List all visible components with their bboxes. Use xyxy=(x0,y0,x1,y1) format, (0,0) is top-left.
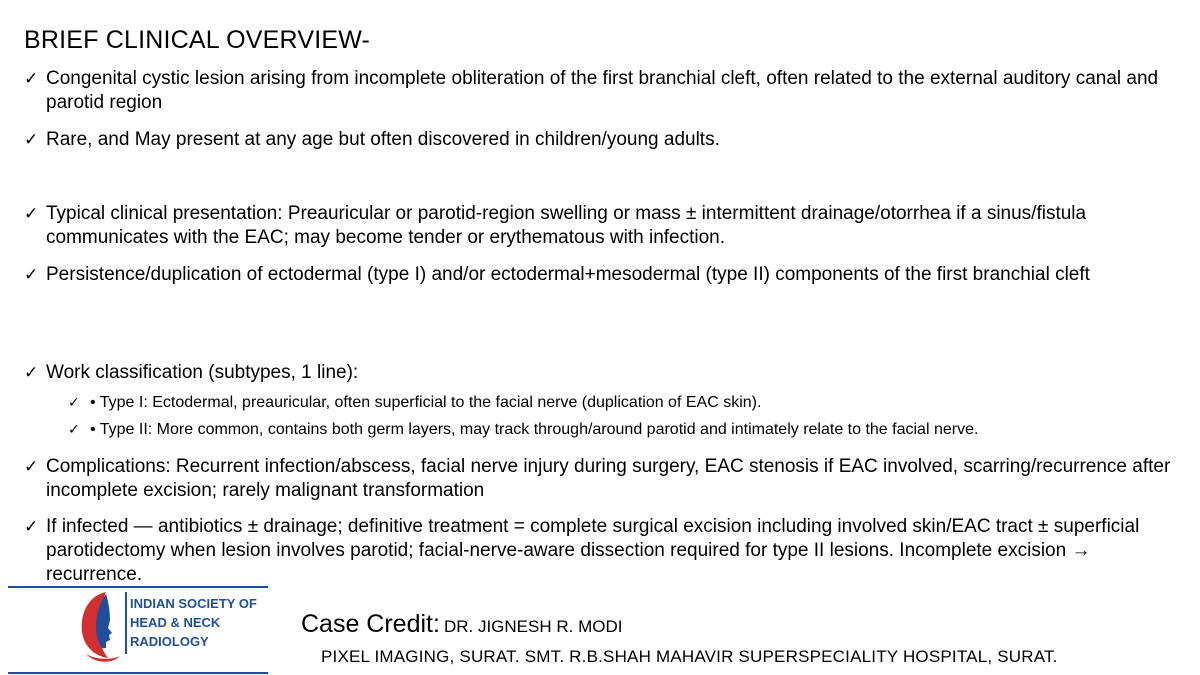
bullet-item xyxy=(24,67,1174,115)
credit-name: DR. JIGNESH R. MODI xyxy=(443,617,623,636)
bullet-item xyxy=(24,202,1174,250)
bullet-item xyxy=(24,361,1174,385)
society-logo xyxy=(76,588,266,668)
bullet-text: Work classification (subtypes, 1 line): xyxy=(46,362,359,383)
bullet-text: Congenital cystic lesion arising from incomplete obliteration of the first branchial cleft, often related to the external auditory canal and parotid region xyxy=(46,68,1159,113)
bullet-text: If infected — antibiotics ± drainage; definitive treatment = complete surgical excision including involved skin/EAC tract ± superficial parotidectomy when lesion involves parotid; facial-nerve-aware dissection required for type II lesions. Incomplete excision → recurrence. xyxy=(46,516,1140,585)
checkmark-icon: ✓ xyxy=(24,457,39,477)
bullet-text: Persistence/duplication of ectodermal (type I) and/or ectodermal+mesodermal (type II) components of the first branchial cleft xyxy=(46,264,1090,285)
logo-line: HEAD & NECK xyxy=(130,615,221,630)
checkmark-icon: ✓ xyxy=(24,363,39,383)
checkmark-icon: ✓ xyxy=(68,422,80,438)
credit-place: PIXEL IMAGING, SURAT. SMT. R.B.SHAH MAHAVIR SUPERSPECIALITY HOSPITAL, SURAT. xyxy=(321,647,1058,666)
case-credit xyxy=(301,610,622,639)
subtype-item xyxy=(68,420,1178,440)
subtype-text: • Type II: More common, contains both germ layers, may track through/around parotid and intimately relate to the facial nerve. xyxy=(90,421,979,438)
bullet-item xyxy=(24,128,1174,152)
bullet-item xyxy=(24,515,1174,587)
head-profile-icon xyxy=(76,588,126,668)
credit-label: Case Credit: xyxy=(301,610,440,638)
checkmark-icon: ✓ xyxy=(68,395,80,411)
logo-divider xyxy=(125,592,127,654)
bullet-text: Complications: Recurrent infection/abscess, facial nerve injury during surgery, EAC stenosis if EAC involved, scarring/recurrence after incomplete excision; rarely malignant transformation xyxy=(46,456,1171,501)
subtype-text: • Type I: Ectodermal, preauricular, often superficial to the facial nerve (duplication of EAC skin). xyxy=(90,394,762,411)
checkmark-icon: ✓ xyxy=(24,517,39,537)
checkmark-icon: ✓ xyxy=(24,130,39,150)
bullet-text: Rare, and May present at any age but often discovered in children/young adults. xyxy=(46,129,720,150)
footer-divider xyxy=(8,672,268,674)
logo-text xyxy=(130,594,257,651)
checkmark-icon: ✓ xyxy=(24,204,39,224)
bullet-text: Typical clinical presentation: Preauricular or parotid-region swelling or mass ± intermittent drainage/otorrhea if a sinus/fistula communicates with the EAC; may become tender or erythematous with infection. xyxy=(46,203,1087,248)
logo-line: RADIOLOGY xyxy=(130,634,209,649)
checkmark-icon: ✓ xyxy=(24,265,39,285)
bullet-item xyxy=(24,455,1174,503)
slide-title: BRIEF CLINICAL OVERVIEW- xyxy=(24,26,371,54)
bullet-item xyxy=(24,263,1174,287)
checkmark-icon: ✓ xyxy=(24,69,39,89)
subtype-item xyxy=(68,393,1178,413)
logo-line: INDIAN SOCIETY OF xyxy=(130,596,257,611)
